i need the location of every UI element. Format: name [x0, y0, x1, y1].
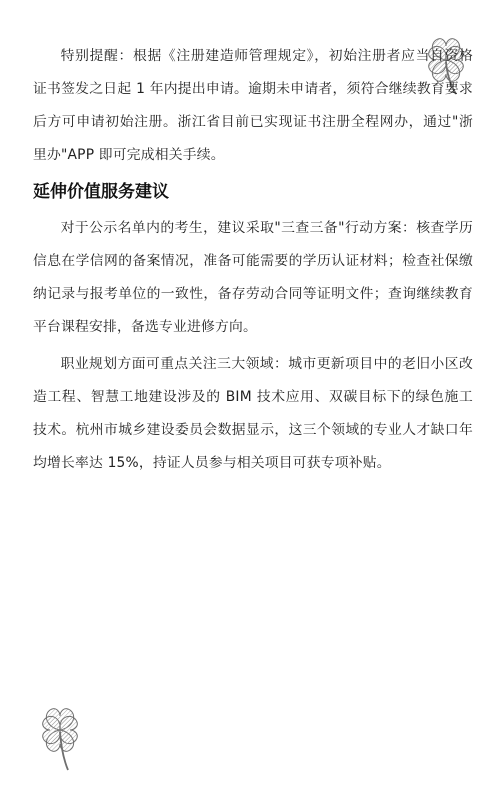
section-heading: 延伸价值服务建议	[33, 182, 169, 202]
notice-paragraph: 特别提醒：根据《注册建造师管理规定》，初始注册者应当自资格证书签发之日起 1 年内提出申请。逾期未申请者，须符合继续教育要求后方可申请初始注册。浙江省目前已实现证书注册全程网办，通过"浙里办"APP 即可完成相关手续。	[33, 48, 473, 163]
clover-icon	[30, 700, 90, 772]
action-plan-paragraph: 对于公示名单内的考生，建议采取"三查三备"行动方案：核查学历信息在学信网的备案情况，准备可能需要的学历认证材料；检查社保缴纳记录与报考单位的一致性，备存劳动合同等证明文件；查询继续教育平台课程安排，备选专业进修方向。	[33, 220, 473, 335]
career-planning-paragraph: 职业规划方面可重点关注三大领域：城市更新项目中的老旧小区改造工程、智慧工地建设涉及的 BIM 技术应用、双碳目标下的绿色施工技术。杭州市城乡建设委员会数据显示，这三个领域的专业人才缺口年均增长率达 15%，持证人员参与相关项目可获专项补贴。	[33, 356, 473, 471]
article-body	[33, 40, 473, 480]
